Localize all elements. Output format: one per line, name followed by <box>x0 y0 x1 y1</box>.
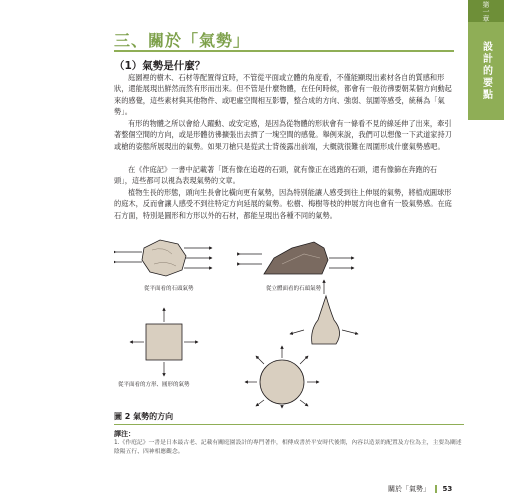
section-divider <box>114 50 454 52</box>
caption-flat-stone: 從平面看的石頭氣勢 <box>144 286 194 292</box>
peak-stone-shape <box>312 296 340 344</box>
subsection-title: （1）氣勢是什麼？ <box>114 60 206 72</box>
paragraph-4: 植物生長的形態，頭向生長會比橫向更有氣勢，因為特別能讓人感受到往上伸展的氣勢，將植成圓球形的庭木，反而會讓人感受不到往特定方向延展的氣勢。松樹、梅樹等枝的伸展方向也會有一股氣勢感。在庭石方面，特別是圓形和方形以外的石材，都能呈現出各種不同的氣勢。 <box>114 188 452 220</box>
note-label: 譯注： <box>114 430 135 438</box>
flat-stone-shape <box>142 240 186 276</box>
caption-square-circle: 從平面看的方形、圓形的氣勢 <box>118 382 190 388</box>
upright-stone-shape <box>264 242 328 274</box>
chapter-title: 設計的要點 <box>480 41 492 101</box>
paragraph-3: 在《作庭記》一書中記載著「既有像在追趕的石頭，就有像正在逃跑的石頭，還有像篩在奔跑的石頭」，這些都可以視為表現氣勢的文章。 <box>114 165 438 186</box>
page-footer <box>388 484 452 494</box>
paragraph-2: 有形的物體之所以會給人躍動、或安定感，是因為從物體的形狀會有一條看不見的線延伸了出來，牽引著整個空間的方向，或是形體彷彿擴張出去擠了一塊空間的感覺。舉例來說，我們可以想像一下武道家持刀或槍的姿態所展現出的氣勢。如果刀槍只是從武士背後露出前端，大概就很難在周圍形成什麼氣勢感吧。 <box>114 119 452 151</box>
paragraph-1: 庭園裡的樹木、石材等配置得宜時，不管從平面或立體的角度看，不僅能顯現出素材各自的質感和形狀，還能展現出鮮然而然有形而出來。但不管是什麼物體，在任何時候，都會有一般彷彿要朝某個方向動起來的感覺，這些素材與其他物件、或吧處空間相互影響，整合成的方向、強弱、氛圍等感受，統稱為「氣勢」。 <box>114 73 452 117</box>
caption-upright-stone: 從立體面看的石頭氣勢 <box>266 286 322 292</box>
circle-stone-shape <box>260 360 304 404</box>
footer-section: 關於「氣勢」 <box>388 485 430 493</box>
figure-direction-of-momentum <box>114 234 464 409</box>
chapter-side-tab <box>468 0 504 120</box>
page-number: 53 <box>442 485 453 493</box>
section-title: 三、關於「氣勢」 <box>114 31 251 50</box>
chapter-number: 第一章 <box>468 0 504 22</box>
figure-divider <box>114 424 464 425</box>
footer-bar <box>435 485 437 493</box>
note-text: 1.《作庭記》一書是日本最古老、記載有關庭園設計的專門著作，相傳成書於平安時代後期，內容以造景的配置及方位為主，主要為闡述陰陽五行、四神相應觀念。 <box>114 440 462 455</box>
square-stone-shape <box>146 324 182 360</box>
figure-title: 圖 2 氣勢的方向 <box>114 412 174 421</box>
